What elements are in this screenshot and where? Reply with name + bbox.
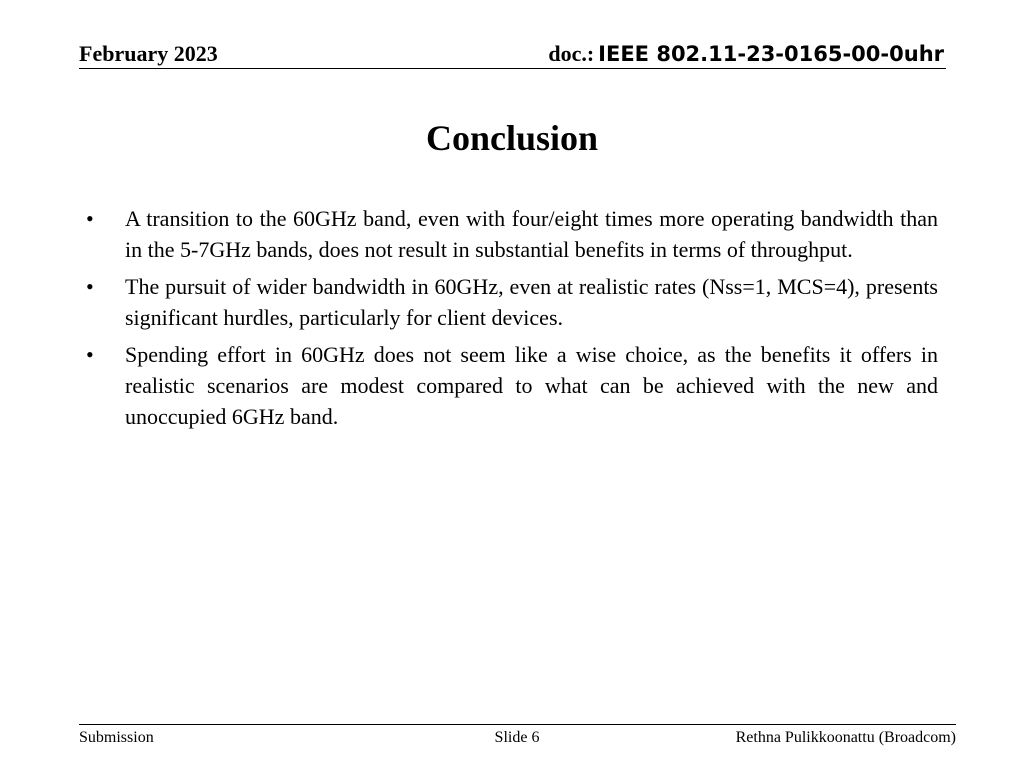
footer-submission: Submission [79, 729, 154, 746]
bullet-item [86, 339, 938, 432]
footer-author: Rethna Pulikkoonattu (Broadcom) [735, 729, 956, 746]
bullet-icon: • [86, 342, 94, 367]
bullet-item [86, 203, 938, 265]
bullet-icon: • [86, 274, 94, 299]
footer-slide-number: Slide 6 [494, 729, 540, 746]
slide-title: Conclusion [425, 118, 599, 158]
bullet-list [86, 203, 938, 438]
bullet-text: The pursuit of wider bandwidth in 60GHz, even at realistic rates (Nss=1, MCS=4), presents significant hurdles, particularly for client devices. [125, 274, 938, 330]
bullet-text: A transition to the 60GHz band, even with four/eight times more operating bandwidth than in the 5-7GHz bands, does not result in substantial benefits in terms of throughput. [125, 206, 938, 262]
bullet-icon: • [86, 206, 94, 231]
footer-divider [79, 724, 956, 725]
header-doc-number [548, 41, 944, 67]
bullet-item [86, 271, 938, 333]
header-divider [79, 68, 946, 69]
header-date: February 2023 [79, 41, 218, 66]
doc-prefix: doc.: [548, 41, 595, 66]
doc-id: IEEE 802.11-23-0165-00-0uhr [598, 42, 944, 66]
bullet-text: Spending effort in 60GHz does not seem like a wise choice, as the benefits it offers in realistic scenarios are modest compared to what can be achieved with the new and unoccupied 6GHz band. [125, 342, 938, 429]
